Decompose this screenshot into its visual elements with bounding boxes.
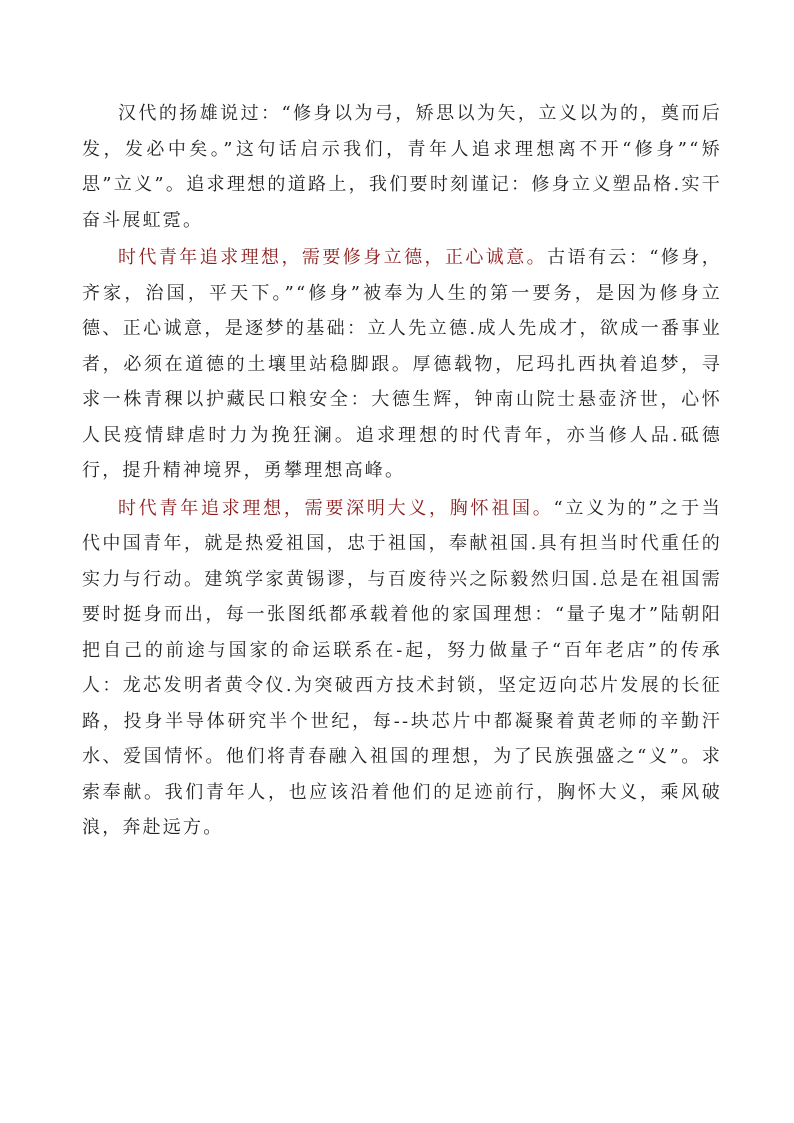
document-page — [82, 96, 722, 848]
paragraph-cultivation — [82, 240, 722, 489]
paragraph-intro — [82, 96, 722, 238]
paragraph-patriotism — [82, 491, 722, 846]
paragraph-cultivation-body: 古语有云：“修身，齐家，治国，平天下。”“修身”被奉为人生的第一要务，是因为修身立德、正心诚意，是逐梦的基础：立人先立德.成人先成才，欲成一番事业者，必须在道德的土壤里站稳脚跟。厚德载物，尼玛扎西执着追梦，寻求一株青稞以护藏民口粮安全：大德生辉，钟南山院士悬壶济世，心怀人民疫情肆虐时力为挽狂澜。追求理想的时代青年，亦当修人品.砥德行，提升精神境界，勇攀理想高峰。 — [82, 247, 722, 481]
paragraph-patriotism-body: “立义为的”之于当代中国青年，就是热爱祖国，忠于祖国，奉献祖国.具有担当时代重任的实力与行动。建筑学家黄锡谬，与百废待兴之际毅然归国.总是在祖国需要时挺身而出，每一张图纸都承载着他的家国理想：“量子鬼才”陆朝阳把自己的前途与国家的命运联系在-起，努力做量子“百年老店”的传承人：龙芯发明者黄令仪.为突破西方技术封锁，坚定迈向芯片发展的长征路，投身半导体研究半个世纪，每--块芯片中都凝聚着黄老师的辛勤汗水、爱国情怀。他们将青春融入祖国的理想，为了民族强盛之“义”。求索奉献。我们青年人，也应该沿着他们的足迹前行，胸怀大义，乘风破浪，奔赴远方。 — [82, 497, 722, 838]
paragraph-intro-body: 汉代的扬雄说过：“修身以为弓，矫思以为矢，立义以为的，奠而后发，发必中矣。”这句话启示我们，青年人追求理想离不开“修身”“矫思”立义”。追求理想的道路上，我们要时刻谨记：修身立义塑品格.实干奋斗展虹霓。 — [82, 103, 722, 231]
paragraph-cultivation-lead: 时代青年追求理想，需要修身立德，正心诚意。 — [118, 247, 548, 268]
paragraph-patriotism-lead: 时代青年追求理想，需要深明大义，胸怀祖国。 — [118, 497, 554, 519]
